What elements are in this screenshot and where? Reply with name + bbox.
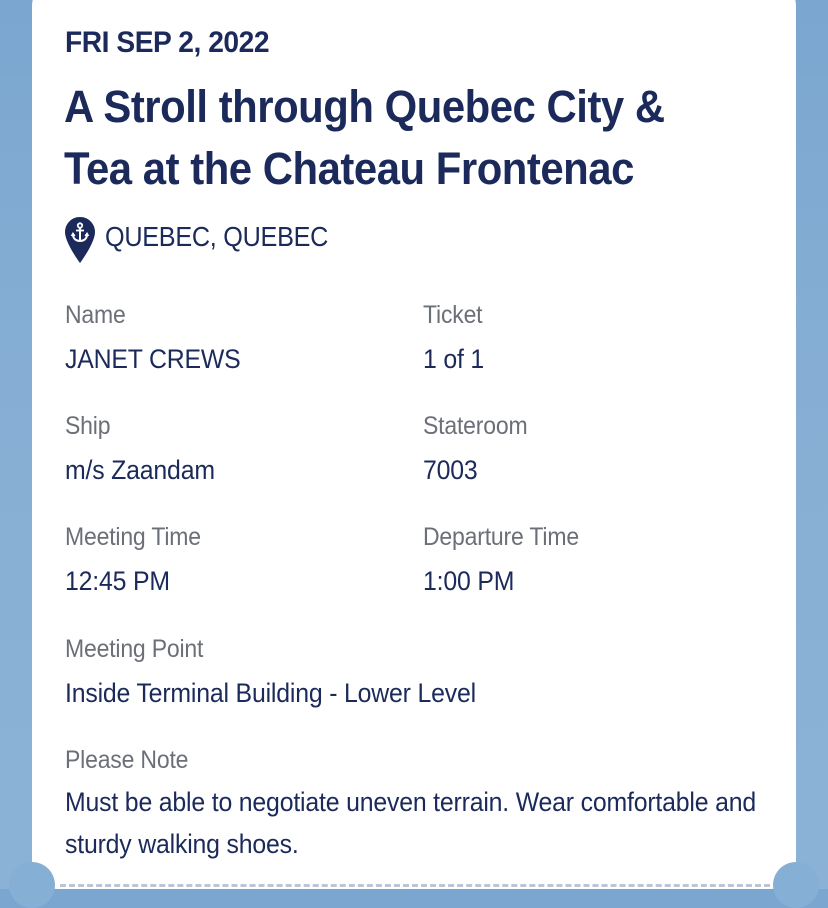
anchor-location-pin-icon (64, 216, 96, 264)
field-please-note-label: Please Note (65, 746, 189, 774)
field-stateroom (423, 412, 537, 486)
field-departure-time (423, 523, 593, 597)
ticket-notch-left (9, 862, 55, 908)
field-ship-value: m/s Zaandam (65, 455, 215, 485)
field-name-value: JANET CREWS (65, 344, 241, 374)
field-departure-time-label: Departure Time (423, 523, 579, 551)
field-please-note-value: Must be able to negotiate uneven terrain. Wear comfortable and sturdy walking shoes. (65, 787, 756, 859)
field-ticket (423, 301, 489, 375)
field-ticket-value: 1 of 1 (423, 344, 485, 374)
ticket-notch-right (773, 862, 819, 908)
port-location (64, 216, 353, 264)
field-ship-label: Ship (65, 412, 111, 440)
field-meeting-point-label: Meeting Point (65, 635, 204, 663)
field-stateroom-value: 7003 (423, 455, 478, 485)
field-meeting-time-label: Meeting Time (65, 523, 201, 551)
event-date: FRI SEP 2, 2022 (65, 26, 270, 59)
field-stateroom-label: Stateroom (423, 412, 528, 440)
field-name (65, 301, 256, 375)
field-departure-time-value: 1:00 PM (423, 566, 515, 596)
ticket-perforation (60, 884, 770, 887)
field-meeting-time-value: 12:45 PM (65, 566, 170, 596)
field-meeting-point-value: Inside Terminal Building - Lower Level (65, 678, 476, 708)
field-ship (65, 412, 228, 486)
field-meeting-time (65, 523, 213, 597)
field-meeting-point (65, 635, 512, 709)
field-name-label: Name (65, 301, 126, 329)
field-ticket-label: Ticket (423, 301, 483, 329)
event-title: A Stroll through Quebec City & Tea at the Chateau Frontenac (64, 81, 665, 194)
port-name: QUEBEC, QUEBEC (105, 221, 329, 252)
field-please-note (65, 746, 825, 865)
